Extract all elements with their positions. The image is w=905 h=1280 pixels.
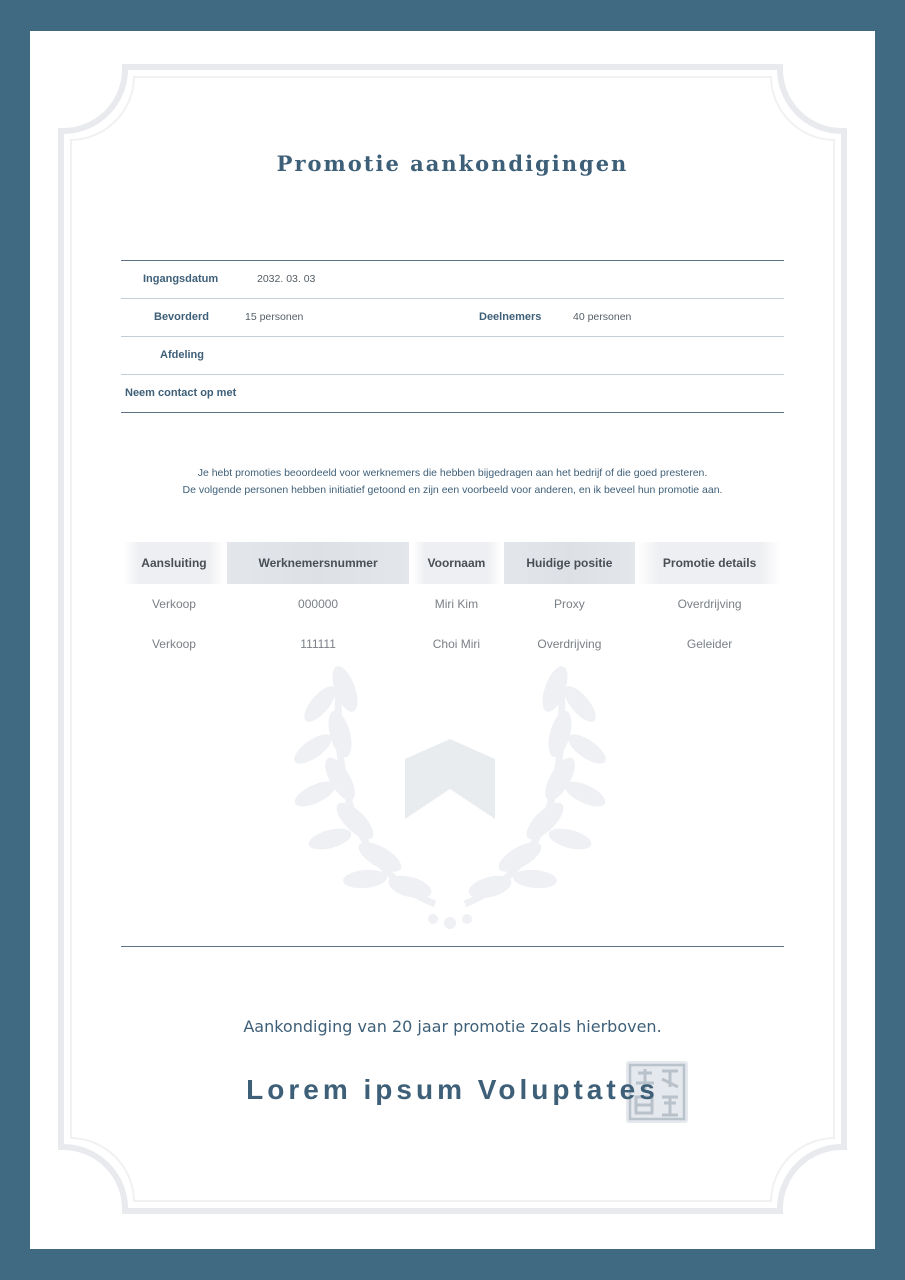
intro-line-1: Je hebt promoties beoordeeld voor werknemers die hebben bijgedragen aan het bedrijf of die goed presteren.: [197, 467, 708, 479]
info-row-department: [121, 337, 784, 375]
signature-name: Lorem ipsum Voluptates: [246, 1074, 659, 1105]
header-current-position: Huidige positie: [504, 542, 636, 584]
cell-employee-number: 111111: [300, 637, 336, 651]
bottom-divider: [121, 946, 784, 947]
document-sheet: [30, 31, 875, 1249]
cell-first-name: Choi Miri: [432, 637, 481, 651]
info-row-effective-date: [121, 261, 784, 299]
cell-current-position: Proxy: [554, 597, 585, 611]
cell-first-name: Miri Kim: [434, 597, 479, 611]
cell-employee-number: 000000: [298, 597, 339, 611]
cell-promotion-details: Overdrijving: [677, 597, 742, 611]
cell-promotion-details: Geleider: [686, 637, 733, 651]
header-first-name: Voornaam: [412, 542, 500, 584]
effective-date-value: 2032. 03. 03: [257, 273, 316, 285]
laurel-wreath-watermark: [285, 629, 615, 939]
info-row-promoted: [121, 299, 784, 337]
promotions-header-row: [124, 542, 781, 584]
document-title: Promotie aankondigingen: [276, 151, 629, 176]
effective-date-label: Ingangsdatum: [143, 273, 219, 285]
cell-affiliation: Verkoop: [151, 637, 196, 651]
header-affiliation: Aansluiting: [124, 542, 224, 584]
header-employee-number: Werknemersnummer: [227, 542, 409, 584]
closing-text: Aankondiging van 20 jaar promotie zoals hierboven.: [243, 1017, 662, 1036]
table-row: [124, 624, 781, 664]
promoted-value: 15 personen: [245, 311, 304, 323]
intro-text: [30, 465, 875, 499]
promotions-table: [121, 542, 784, 664]
promoted-label: Bevorderd: [154, 311, 210, 323]
department-label: Afdeling: [160, 349, 204, 361]
intro-line-2: De volgende personen hebben initiatief getoond en zijn een voorbeeld voor anderen, en ik beveel hun promotie aan.: [182, 484, 723, 496]
cell-affiliation: Verkoop: [151, 597, 196, 611]
participants-value: 40 personen: [573, 311, 632, 323]
info-table: [121, 260, 784, 413]
contact-label: Neem contact op met: [125, 387, 237, 399]
header-promotion-details: Promotie details: [638, 542, 781, 584]
info-row-contact: [121, 375, 784, 412]
cell-current-position: Overdrijving: [537, 637, 602, 651]
table-row: [124, 584, 781, 624]
participants-label: Deelnemers: [479, 311, 542, 323]
